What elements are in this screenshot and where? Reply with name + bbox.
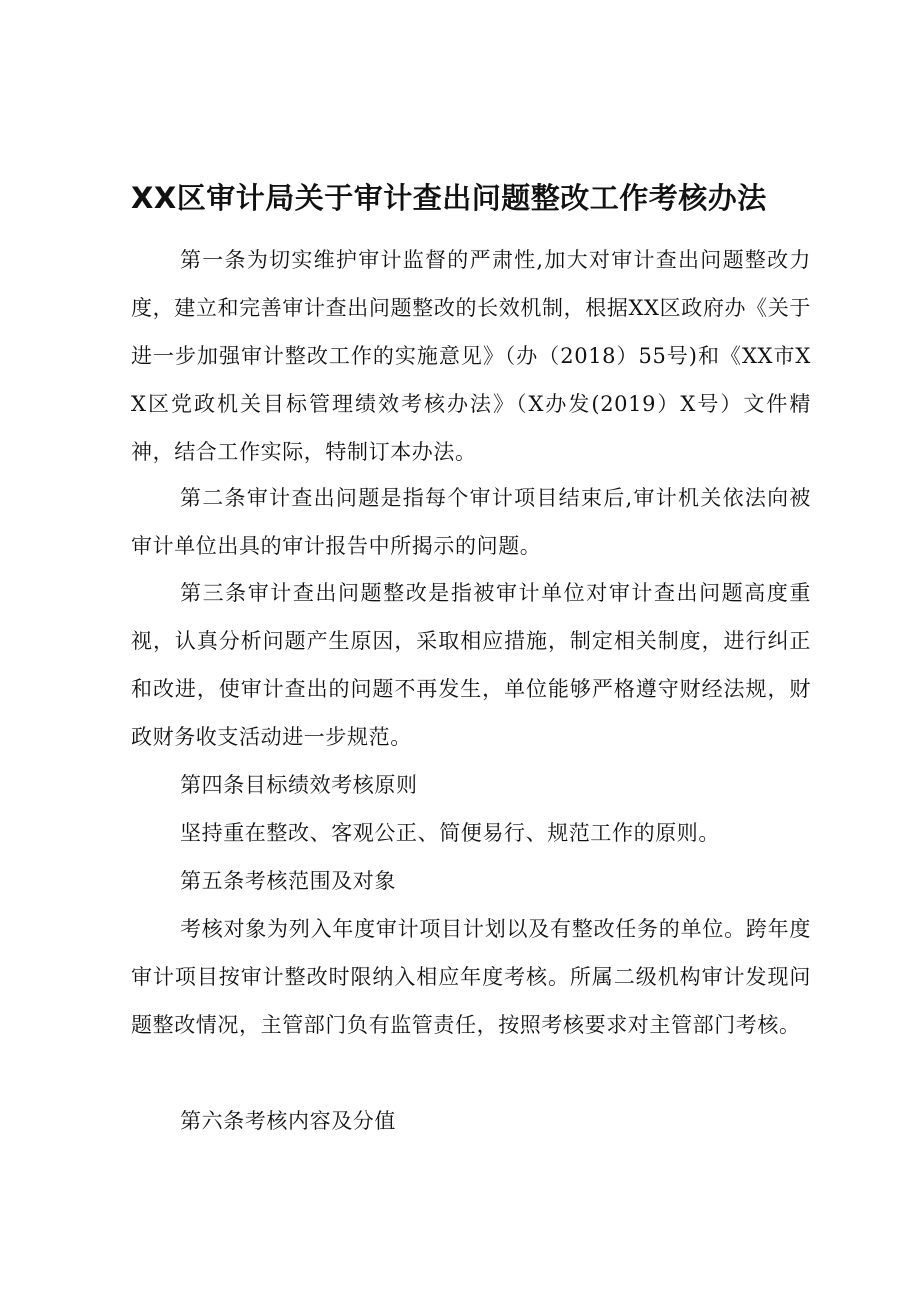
article-3-paragraph: 第三条审计查出问题整改是指被审计单位对审计查出问题高度重视，认真分析问题产生原因，采取相应措施，制定相关制度，进行纠正和改进，使审计查出的问题不再发生，单位能够严格遵守财经法规，财政财务收支活动进一步规范。	[131, 581, 811, 749]
article-5-heading: 第五条考核范围及对象	[180, 869, 396, 893]
article-2-paragraph: 第二条审计查出问题是指每个审计项目结束后,审计机关依法向被审计单位出具的审计报告中所揭示的问题。	[131, 486, 811, 558]
article-5-paragraph: 考核对象为列入年度审计项目计划以及有整改任务的单位。跨年度审计项目按审计整改时限纳入相应年度考核。所属二级机构审计发现问题整改情况，主管部门负有监管责任，按照考核要求对主管部门考核。	[131, 917, 811, 1037]
article-4-heading: 第四条目标绩效考核原则	[180, 773, 418, 797]
article-6-heading: 第六条考核内容及分值	[180, 1109, 396, 1133]
article-4-principle: 坚持重在整改、客观公正、简便易行、规范工作的原则。	[180, 821, 720, 845]
document-title: XX区审计局关于审计查出问题整改工作考核办法	[131, 181, 767, 215]
article-1-paragraph: 第一条为切实维护审计监督的严肃性,加大对审计查出问题整改力度，建立和完善审计查出问题整改的长效机制，根据XX区政府办《关于进一步加强审计整改工作的实施意见》（办（2018）55号)和《XX市XX区党政机关目标管理绩效考核办法》（X办发(2019）X号）文件精神，结合工作实际，特制订本办法。	[131, 248, 811, 464]
